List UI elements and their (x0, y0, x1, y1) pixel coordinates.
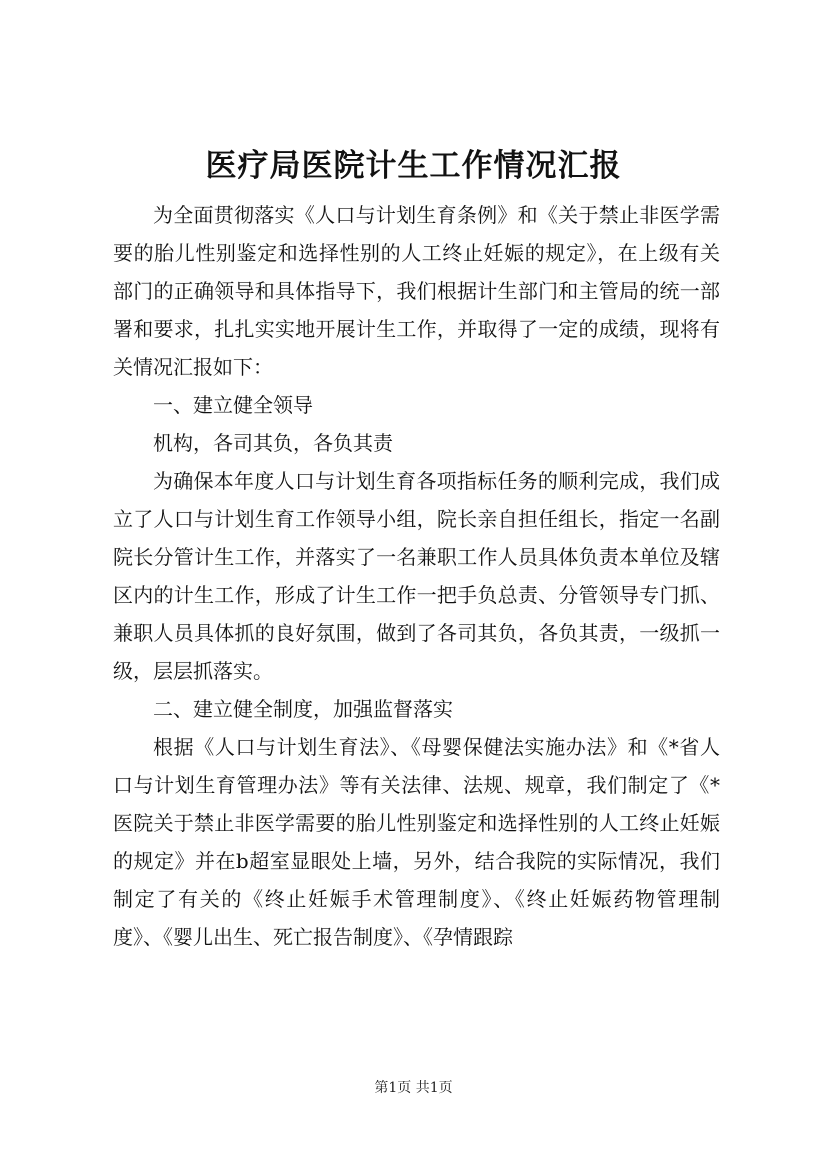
document-body (113, 196, 720, 956)
section-heading-2: 二、建立健全制度，加强监督落实 (153, 697, 453, 721)
paragraph-leadership: 为确保本年度人口与计划生育各项指标任务的顺利完成，我们成立了人口与计划生育工作领导小组，院长亲自担任组长，指定一名副院长分管计生工作，并落实了一名兼职工作人员具体负责本单位及辖区内的计生工作，形成了计生工作一把手负总责、分管领导专门抓、兼职人员具体抓的良好氛围，做到了各司其负，各负其责，一级抓一级，层层抓落实。 (113, 469, 720, 683)
paragraph-intro: 为全面贯彻落实《人口与计划生育条例》和《关于禁止非医学需要的胎儿性别鉴定和选择性别的人工终止妊娠的规定》，在上级有关部门的正确领导和具体指导下，我们根据计生部门和主管局的统一部署和要求，扎扎实实地开展计生工作，并取得了一定的成绩，现将有关情况汇报如下： (113, 203, 720, 379)
page-number-footer: 第1页 共1页 (374, 1080, 453, 1096)
paragraph-regulations: 根据《人口与计划生育法》、《母婴保健法实施办法》和《*省人口与计划生育管理办法》等有关法律、法规、规章，我们制定了《*医院关于禁止非医学需要的胎儿性别鉴定和选择性别的人工终止妊娠的规定》并在b超室显眼处上墙，另外，结合我院的实际情况，我们制定了有关的《终止妊娠手术管理制度》、《终止妊娠药物管理制度》、《婴儿出生、死亡报告制度》、《孕情跟踪 (113, 735, 720, 949)
section-heading-1: 一、建立健全领导 (153, 393, 313, 417)
document-title: 医疗局医院计生工作情况汇报 (205, 148, 622, 184)
section-heading-1-continued: 机构，各司其负，各负其责 (153, 431, 393, 455)
